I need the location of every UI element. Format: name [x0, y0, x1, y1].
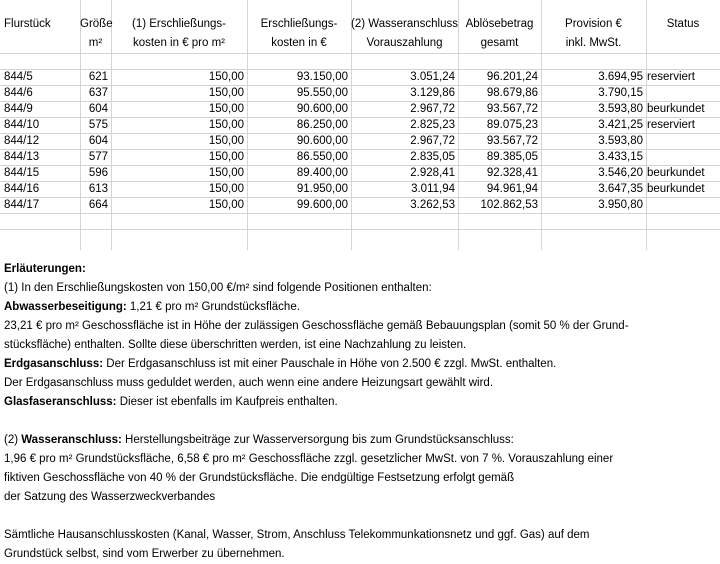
note-text: Dieser ist ebenfalls im Kaufpreis enthalten.: [116, 396, 338, 408]
note-label: Abwasserbeseitigung:: [4, 301, 127, 313]
note-line: [4, 450, 718, 469]
note-line: [4, 488, 718, 507]
cell-ek-pro-m2: 150,00: [208, 199, 244, 211]
note-line: [4, 336, 718, 355]
note-text: Der Erdgasanschluss muss geduldet werden, auch wenn eine andere Heizungsart gewählt wird.: [4, 377, 494, 389]
cell-groesse: 664: [88, 199, 108, 211]
cell-flurstueck: 844/5: [4, 71, 33, 83]
cell-ek: 95.550,00: [296, 87, 348, 99]
cell-groesse: 621: [88, 71, 108, 83]
cell-abloese: 93.567,72: [486, 103, 538, 115]
cell-ek-pro-m2: 150,00: [208, 167, 244, 179]
cell-ek-pro-m2: 150,00: [208, 103, 244, 115]
note-text: (2): [4, 434, 22, 446]
header-ek-pro-m2: (1) Erschließungs- kosten in € pro m²: [132, 18, 226, 49]
header-wasser: (2) Wasseranschluss Vorauszahlung: [351, 18, 458, 49]
cell-status: beurkundet: [647, 167, 705, 179]
note-line: [4, 526, 718, 545]
cell-groesse: 604: [88, 103, 108, 115]
note-line: [4, 317, 718, 336]
cell-provision: 3.546,20: [598, 167, 643, 179]
note-text: 1,96 € pro m² Grundstücksfläche, 6,58 € pro m² Geschossfläche zzgl. gesetzlicher MwSt. von 7 %. Vorauszahlung einer: [4, 453, 614, 465]
cell-flurstueck: 844/15: [4, 167, 40, 179]
cell-wasser: 2.967,72: [410, 103, 455, 115]
grid-line: [0, 53, 720, 54]
cell-wasser: 3.051,24: [410, 71, 455, 83]
cell-provision: 3.790,15: [598, 87, 643, 99]
cell-ek: 90.600,00: [296, 103, 348, 115]
notes-section: [4, 260, 718, 564]
cell-flurstueck: 844/12: [4, 135, 40, 147]
cell-status: beurkundet: [647, 103, 705, 115]
note-label: Erdgasanschluss:: [4, 358, 104, 370]
note-text: der Satzung des Wasserzweckverbandes: [4, 491, 216, 503]
cell-status: reserviert: [647, 71, 695, 83]
note-text: 23,21 € pro m² Geschossfläche ist in Höhe der zulässigen Geschossfläche gemäß Bebauungsplan (somit 50 % der Grund-: [4, 320, 629, 332]
cell-wasser: 2.967,72: [410, 135, 455, 147]
cell-groesse: 575: [88, 119, 108, 131]
grid-line: [0, 213, 720, 214]
cell-groesse: 577: [88, 151, 108, 163]
cell-abloese: 89.075,23: [486, 119, 538, 131]
note-line: [4, 374, 718, 393]
cell-provision: 3.950,80: [598, 199, 643, 211]
note-line: [4, 279, 718, 298]
cell-ek-pro-m2: 150,00: [208, 119, 244, 131]
cell-status: reserviert: [647, 119, 695, 131]
cell-flurstueck: 844/16: [4, 183, 40, 195]
header-status: Status: [666, 18, 700, 30]
cell-ek: 89.400,00: [296, 167, 348, 179]
cell-groesse: 604: [88, 135, 108, 147]
cell-ek-pro-m2: 150,00: [208, 87, 244, 99]
cell-abloese: 102.862,53: [480, 199, 538, 211]
cell-groesse: 613: [88, 183, 108, 195]
note-text: Grundstück selbst, sind vom Erwerber zu übernehmen.: [4, 548, 285, 560]
cell-ek: 86.550,00: [296, 151, 348, 163]
note-line: [4, 412, 718, 431]
cell-provision: 3.433,15: [598, 151, 643, 163]
note-line: [4, 431, 718, 450]
cell-abloese: 92.328,41: [486, 167, 538, 179]
cell-wasser: 2.825,23: [410, 119, 455, 131]
cell-wasser: 2.835,05: [410, 151, 455, 163]
cell-ek: 86.250,00: [296, 119, 348, 131]
note-text: (1) In den Erschließungskosten von 150,00 €/m² sind folgende Positionen enthalten:: [4, 282, 432, 294]
header-flurstueck: Flurstück: [4, 18, 51, 30]
cell-flurstueck: 844/10: [4, 119, 40, 131]
note-line: [4, 469, 718, 488]
note-line: [4, 355, 718, 374]
cell-abloese: 94.961,94: [486, 183, 538, 195]
cell-ek-pro-m2: 150,00: [208, 183, 244, 195]
cell-abloese: 98.679,86: [486, 87, 538, 99]
note-text: 1,21 € pro m² Grundstücksfläche.: [126, 301, 300, 313]
cell-flurstueck: 844/17: [4, 199, 40, 211]
cell-ek-pro-m2: 150,00: [208, 135, 244, 147]
note-text: Herstellungsbeiträge zur Wasserversorgung bis zum Grundstücksanschluss:: [121, 434, 514, 446]
cell-provision: 3.593,80: [598, 103, 643, 115]
note-line: [4, 507, 718, 526]
note-label: Wasseranschluss:: [21, 434, 122, 446]
cell-wasser: 3.262,53: [410, 199, 455, 211]
grid-line: [0, 229, 720, 230]
note-text: fiktiven Geschossfläche von 40 % der Grundstücksfläche. Die endgültige Festsetzung erfolgt gemäß: [4, 472, 515, 484]
cell-abloese: 96.201,24: [486, 71, 538, 83]
note-line: [4, 298, 718, 317]
header-groesse: Größe m²: [80, 18, 113, 49]
header-provision: Provision € inkl. MwSt.: [565, 18, 622, 49]
cell-provision: 3.421,25: [598, 119, 643, 131]
cell-provision: 3.694,95: [598, 71, 643, 83]
cell-status: beurkundet: [647, 183, 705, 195]
header-abloese: Ablösebetrag gesamt: [465, 18, 534, 49]
cell-ek: 99.600,00: [296, 199, 348, 211]
cell-groesse: 596: [88, 167, 108, 179]
note-line: [4, 260, 718, 279]
note-text: Sämtliche Hausanschlusskosten (Kanal, Wasser, Strom, Anschluss Telekommunkationsnetz und ggf. Gas) auf dem: [4, 529, 590, 541]
cell-ek: 93.150,00: [296, 71, 348, 83]
note-line: [4, 545, 718, 564]
note-label: Erläuterungen:: [4, 263, 86, 275]
cell-ek: 91.950,00: [296, 183, 348, 195]
cell-wasser: 2.928,41: [410, 167, 455, 179]
cell-abloese: 93.567,72: [486, 135, 538, 147]
cell-abloese: 89.385,05: [486, 151, 538, 163]
header-ek: Erschließungs- kosten in €: [260, 18, 338, 49]
cell-flurstueck: 844/9: [4, 103, 33, 115]
note-label: Glasfaseranschluss:: [4, 396, 117, 408]
cell-provision: 3.647,35: [598, 183, 643, 195]
cell-wasser: 3.011,94: [411, 183, 455, 195]
cell-wasser: 3.129,86: [410, 87, 455, 99]
note-text: Der Erdgasanschluss ist mit einer Pauschale in Höhe von 2.500 € zzgl. MwSt. enthalten.: [103, 358, 557, 370]
cell-ek-pro-m2: 150,00: [208, 71, 244, 83]
cell-flurstueck: 844/6: [4, 87, 33, 99]
cell-groesse: 637: [88, 87, 108, 99]
note-text: stücksfläche) enthalten. Sollte diese überschritten werden, ist eine Nachzahlung zu leisten.: [4, 339, 467, 351]
note-line: [4, 393, 718, 412]
cell-ek-pro-m2: 150,00: [208, 151, 244, 163]
cell-flurstueck: 844/13: [4, 151, 40, 163]
cell-ek: 90.600,00: [296, 135, 348, 147]
cell-provision: 3.593,80: [598, 135, 643, 147]
